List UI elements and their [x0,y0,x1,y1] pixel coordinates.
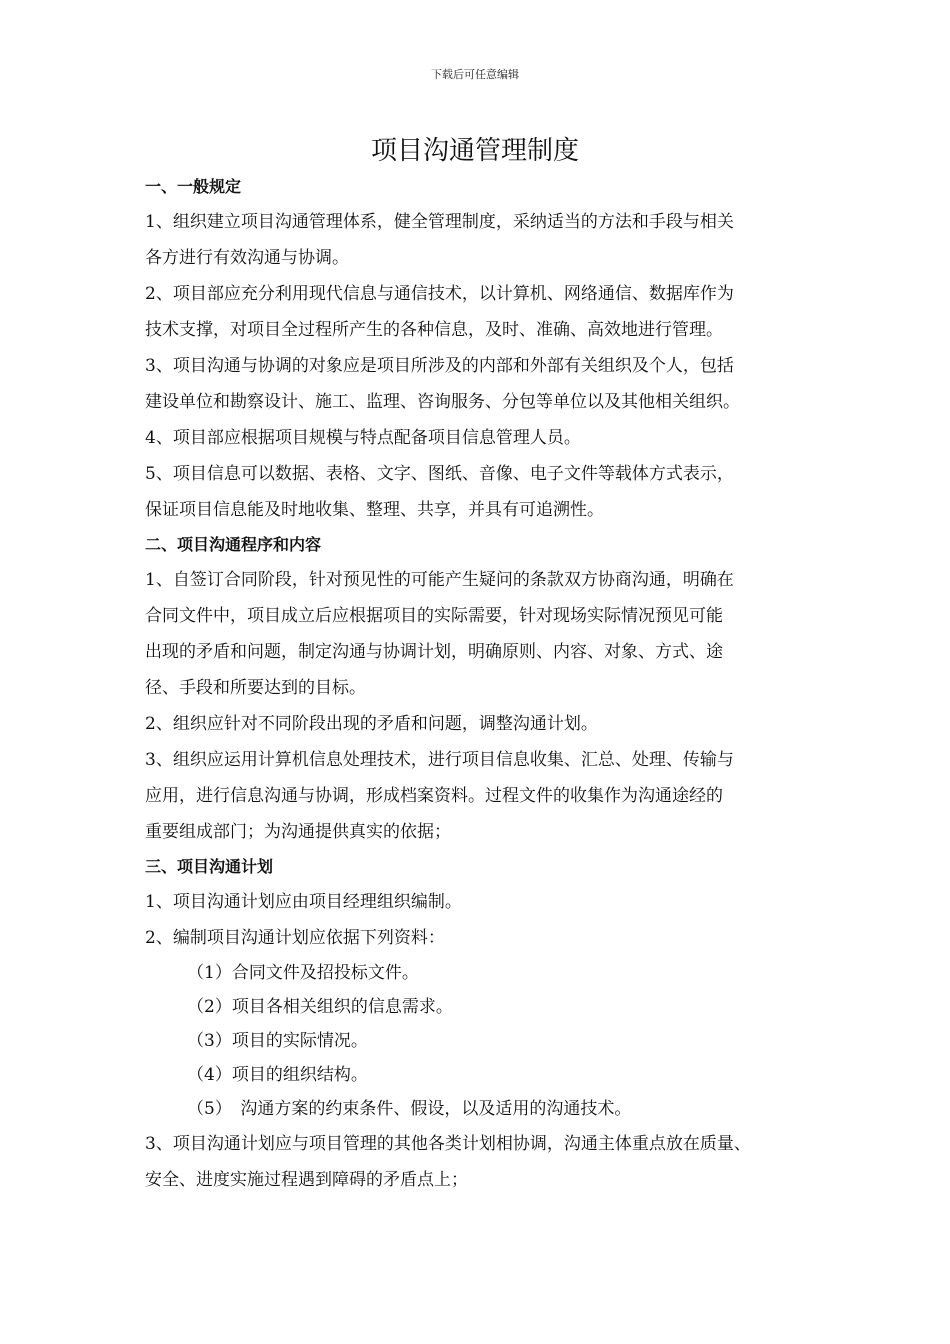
paragraph-line: 5、项目信息可以数据、表格、文字、图纸、音像、电子文件等载体方式表示， [145,464,734,484]
paragraph-line: 1、自签订合同阶段，针对预见性的可能产生疑问的条款双方协商沟通，明确在 [145,570,734,590]
paragraph-line: 1、组织建立项目沟通管理体系，健全管理制度，采纳适当的方法和手段与相关 [145,212,734,232]
paragraph-line: 重要组成部门；为沟通提供真实的依据； [145,822,451,842]
list-item: （5） 沟通方案的约束条件、假设，以及适用的沟通技术。 [187,1099,632,1119]
paragraph-line: 安全、进度实施过程遇到障碍的矛盾点上； [145,1170,468,1190]
paragraph-line: 4、项目部应根据项目规模与特点配备项目信息管理人员。 [145,428,581,448]
paragraph-line: 技术支撑，对项目全过程所产生的各种信息，及时、准确、高效地进行管理。 [145,320,723,340]
paragraph-line: 1、项目沟通计划应由项目经理组织编制。 [145,892,462,912]
section-heading-plan: 三、项目沟通计划 [145,857,274,876]
paragraph-line: 3、项目沟通计划应与项目管理的其他各类计划相协调，沟通主体重点放在质量、 [145,1134,751,1154]
paragraph-line: 3、组织应运用计算机信息处理技术，进行项目信息收集、汇总、处理、传输与 [145,750,734,770]
paragraph-line: 建设单位和勘察设计、施工、监理、咨询服务、分包等单位以及其他相关组织。 [145,392,740,412]
section-heading-procedure: 二、项目沟通程序和内容 [145,535,322,554]
paragraph-line: 2、组织应针对不同阶段出现的矛盾和问题，调整沟通计划。 [145,714,598,734]
header-note: 下载后可任意编辑 [431,68,519,81]
list-item: （4）项目的组织结构。 [187,1065,368,1085]
document-body [145,170,835,1198]
paragraph-line: 保证项目信息能及时地收集、整理、共享，并具有可追溯性。 [145,500,604,520]
list-item: （3）项目的实际情况。 [187,1031,368,1051]
paragraph-line: 3、项目沟通与协调的对象应是项目所涉及的内部和外部有关组织及个人，包括 [145,356,734,376]
section-heading-general: 一、一般规定 [145,177,242,196]
paragraph-line: 出现的矛盾和问题，制定沟通与协调计划，明确原则、内容、对象、方式、途 [145,642,723,662]
list-item: （1）合同文件及招投标文件。 [187,963,419,983]
paragraph-line: 各方进行有效沟通与协调。 [145,248,349,268]
paragraph-line: 2、编制项目沟通计划应依据下列资料： [145,928,445,948]
list-item: （2）项目各相关组织的信息需求。 [187,997,453,1017]
paragraph-line: 径、手段和所要达到的目标。 [145,678,366,698]
paragraph-line: 合同文件中，项目成立后应根据项目的实际需要，针对现场实际情况预见可能 [145,606,723,626]
document-title: 项目沟通管理制度 [370,136,579,166]
paragraph-line: 2、项目部应充分利用现代信息与通信技术，以计算机、网络通信、数据库作为 [145,284,734,304]
paragraph-line: 应用，进行信息沟通与协调，形成档案资料。过程文件的收集作为沟通途经的 [145,786,723,806]
